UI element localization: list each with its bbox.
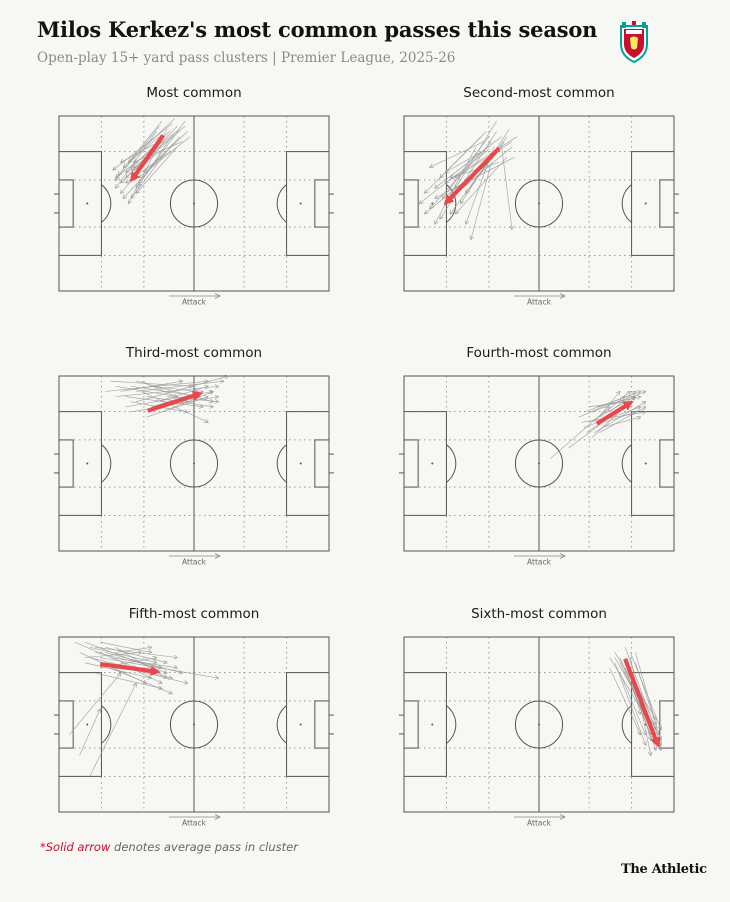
goal-left (54, 715, 59, 734)
panel-title-6: Sixth-most common (471, 606, 607, 622)
penalty-area-left (404, 152, 446, 256)
penalty-spot-right (645, 463, 647, 465)
penalty-arc-left (446, 445, 455, 483)
penalty-area-left (404, 673, 446, 777)
goal-left (399, 454, 404, 473)
penalty-spot-right (300, 203, 302, 205)
six-yard-box-left (404, 180, 418, 227)
goal-right (674, 715, 679, 734)
penalty-arc-right (622, 185, 631, 223)
panel-title-1: Most common (146, 85, 242, 101)
page-title: Milos Kerkez's most common passes this season (37, 17, 598, 42)
pitch-chart-1 (54, 108, 334, 313)
footnote (40, 840, 298, 854)
penalty-area-left (59, 412, 101, 516)
penalty-arc-left (101, 445, 110, 483)
center-spot (538, 203, 540, 205)
penalty-arc-right (277, 706, 286, 744)
goal-right (329, 454, 334, 473)
attack-label: Attack (182, 297, 206, 307)
penalty-spot-right (300, 463, 302, 465)
panel-title-5: Fifth-most common (128, 606, 260, 622)
attack-label: Attack (527, 557, 551, 567)
six-yard-box-right (315, 180, 329, 227)
goal-left (54, 194, 59, 213)
six-yard-box-right (315, 701, 329, 748)
six-yard-box-left (59, 440, 73, 487)
pitch-chart-5 (54, 629, 334, 834)
pass-line (551, 407, 610, 458)
pass-line (625, 647, 661, 745)
panel-title-4: Fourth-most common (466, 345, 612, 361)
pass-line (116, 131, 157, 188)
goal-right (674, 454, 679, 473)
penalty-area-left (404, 412, 446, 516)
six-yard-box-left (404, 701, 418, 748)
pitch-chart-2 (399, 108, 679, 313)
footnote-emphasis: *Solid arrow (40, 840, 111, 854)
penalty-spot-right (645, 203, 647, 205)
penalty-spot-left (86, 724, 88, 726)
six-yard-box-left (59, 701, 73, 748)
penalty-arc-right (277, 445, 286, 483)
penalty-arc-right (277, 185, 286, 223)
goal-left (399, 715, 404, 734)
pitch-chart-3 (54, 368, 334, 573)
goal-right (329, 194, 334, 213)
six-yard-box-right (660, 440, 674, 487)
penalty-area-left (59, 673, 101, 777)
penalty-arc-left (101, 706, 110, 744)
center-spot (538, 463, 540, 465)
goal-right (329, 715, 334, 734)
pass-line (126, 126, 185, 177)
center-spot (193, 724, 195, 726)
pitch-chart-6 (399, 629, 679, 834)
penalty-arc-left (446, 706, 455, 744)
penalty-area-right (632, 152, 674, 256)
penalty-area-right (287, 412, 329, 516)
brand-logo: The Athletic (621, 862, 707, 877)
panel-title-3: Third-most common (125, 345, 263, 361)
penalty-spot-left (86, 203, 88, 205)
six-yard-box-right (660, 701, 674, 748)
center-spot (193, 463, 195, 465)
center-spot (538, 724, 540, 726)
penalty-area-right (287, 673, 329, 777)
six-yard-box-left (59, 180, 73, 227)
center-spot (193, 203, 195, 205)
attack-label: Attack (182, 557, 206, 567)
penalty-spot-left (431, 203, 433, 205)
panel-title-2: Second-most common (463, 85, 615, 101)
penalty-spot-left (431, 463, 433, 465)
penalty-area-left (59, 152, 101, 256)
goal-left (399, 194, 404, 213)
goal-left (54, 454, 59, 473)
penalty-spot-left (431, 724, 433, 726)
penalty-arc-right (622, 706, 631, 744)
attack-label: Attack (527, 818, 551, 828)
pitch-chart-4 (399, 368, 679, 573)
penalty-area-right (632, 412, 674, 516)
penalty-spot-left (86, 463, 88, 465)
penalty-spot-right (300, 724, 302, 726)
pass-line (610, 668, 641, 735)
pass-line (584, 391, 641, 412)
penalty-arc-right (622, 445, 631, 483)
goal-right (674, 194, 679, 213)
six-yard-box-right (660, 180, 674, 227)
pass-line (90, 683, 136, 776)
page-subtitle: Open-play 15+ yard pass clusters | Premier League, 2025-26 (37, 50, 456, 66)
average-pass-arrow (446, 148, 499, 202)
attack-label: Attack (527, 297, 551, 307)
penalty-arc-left (101, 185, 110, 223)
average-pass-arrow (100, 664, 157, 672)
attack-label: Attack (182, 818, 206, 828)
six-yard-box-right (315, 440, 329, 487)
footnote-text: denotes average pass in cluster (110, 840, 298, 854)
liverpool-crest-icon (617, 20, 651, 64)
pass-line (69, 673, 120, 735)
six-yard-box-left (404, 440, 418, 487)
penalty-area-right (287, 152, 329, 256)
